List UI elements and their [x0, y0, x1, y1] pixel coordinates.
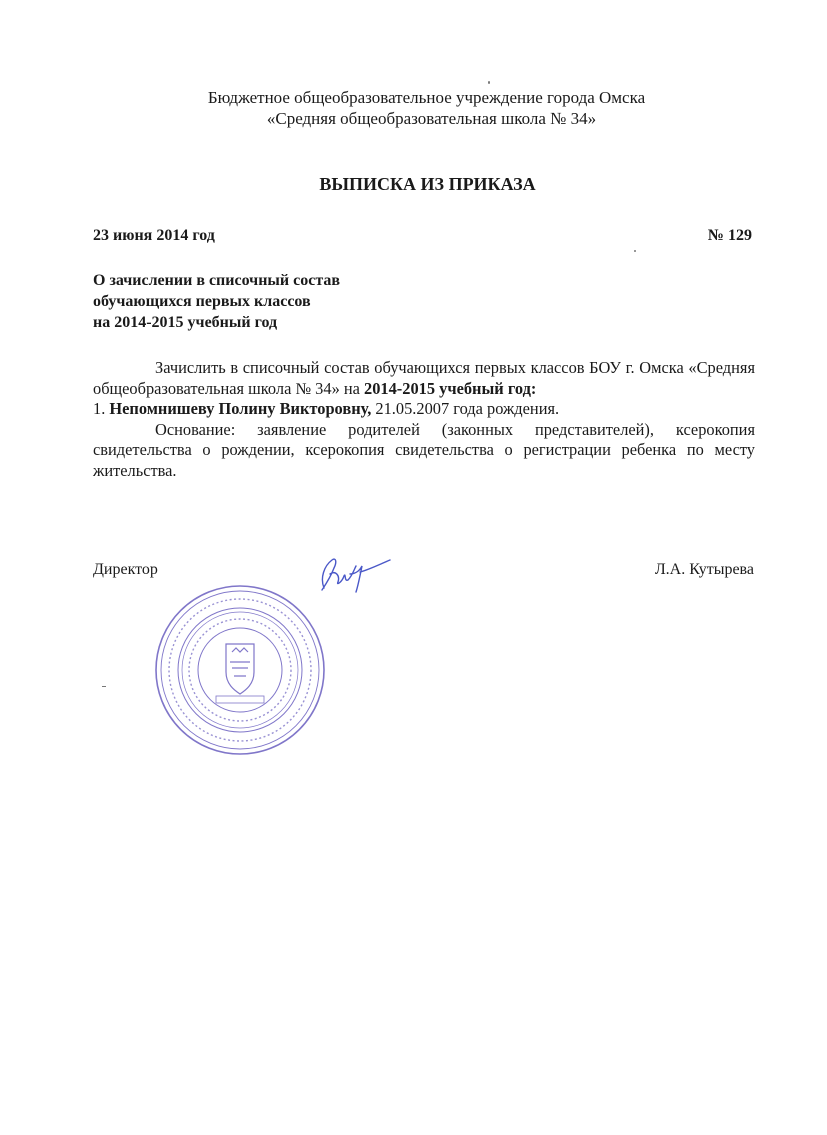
enrollment-paragraph	[93, 358, 755, 399]
scan-speck	[102, 686, 106, 687]
document-title: ВЫПИСКА ИЗ ПРИКАЗА	[319, 174, 536, 194]
order-body	[93, 358, 755, 481]
academic-year: 2014-2015 учебный год:	[364, 378, 537, 398]
student-name: Непомнишеву Полину Викторовну,	[109, 399, 372, 418]
basis-paragraph: Основание: заявление родителей (законных представителей), ксерокопия свидетельства о рождении, ксерокопия свидетельства о регистрации ребенка по месту жительства.	[93, 419, 755, 480]
institution-name-line2: «Средняя общеобразовательная школа № 34»	[266, 109, 597, 128]
order-subject-line: О зачислении в списочный состав	[93, 272, 341, 289]
order-subject	[93, 270, 340, 333]
scan-speck	[488, 81, 490, 84]
item-number: 1.	[93, 399, 110, 418]
order-date: 23 июня 2014 год	[93, 227, 215, 244]
enrollment-item	[93, 399, 755, 420]
order-subject-line: на 2014-2015 учебный год	[93, 314, 278, 331]
order-number: № 129	[707, 227, 752, 244]
order-subject-line: обучающихся первых классов	[93, 293, 311, 310]
official-stamp	[152, 582, 328, 758]
signer-position: Директор	[93, 561, 158, 578]
scan-speck	[634, 250, 636, 252]
student-birthdate: 21.05.2007 года рождения.	[371, 399, 560, 418]
signer-name: Л.А. Кутырева	[654, 561, 754, 578]
enrollment-text: Зачислить в списочный состав обучающихся первых классов БОУ г. Омска «Средняя общеобразовательная школа № 34» на	[93, 358, 755, 398]
institution-name-line1: Бюджетное общеобразовательное учреждение города Омска	[207, 88, 646, 107]
